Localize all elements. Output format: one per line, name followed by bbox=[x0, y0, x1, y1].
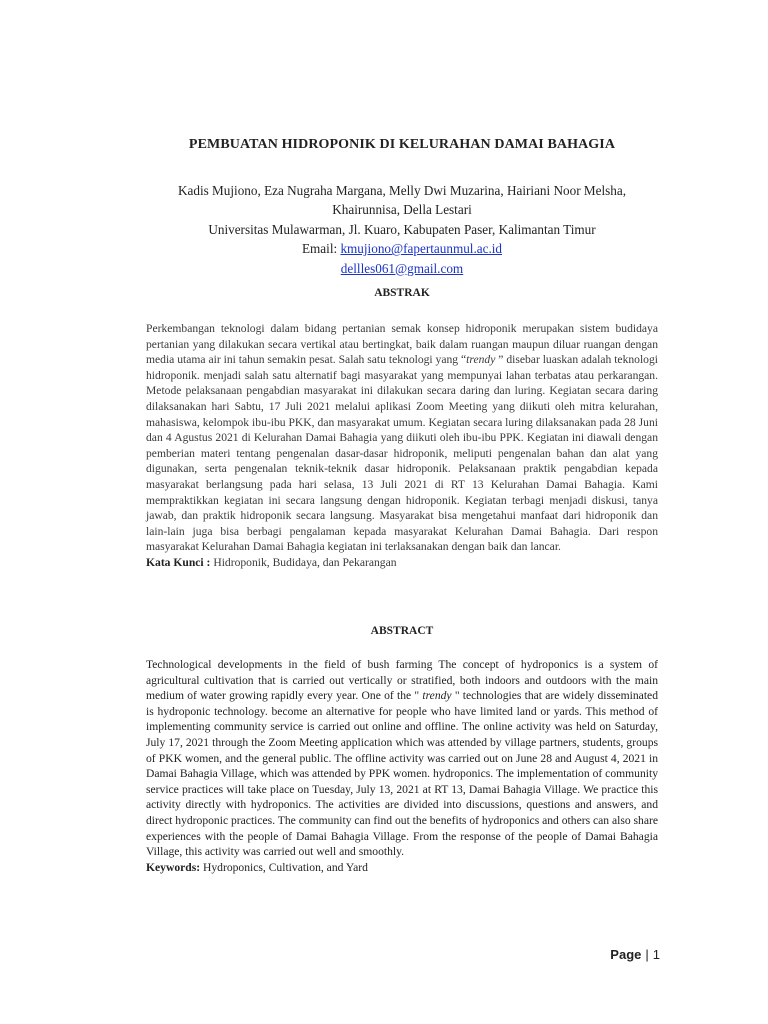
abstrak-paragraph bbox=[146, 321, 658, 555]
abstract-paragraph bbox=[146, 657, 658, 860]
abstract-text-part-2: " technologies that are widely disseminated is hydroponic technology. become an alternative for people who have limited land or yards. This method of implementing community service is carried out online and offline. The online activity was held on Saturday, July 17, 2021 through the Zoom Meeting application which was attended by village partners, students, groups of PKK women, and the general public. The offline activity was carried out on June 28 and August 4, 2021 in Damai Bahagia Village, which was attended by PPK women. hydroponics. The implementation of community service practices will take place on Tuesday, July 13, 2021 at RT 13, Damai Bahagia Village. We practice this activity directly with hydroponics. The activities are divided into discussions, questions and answers, and direct hydroponic practices. The community can find out the benefits of hydroponics and others can also share experiences with the people of Damai Bahagia Village. From the response of the people of Damai Bahagia Village, this activity was carried out well and smoothly. bbox=[146, 689, 659, 859]
abstract-body bbox=[146, 657, 658, 875]
email-link-1[interactable]: kmujiono@fapertaunmul.ac.id bbox=[340, 241, 503, 257]
abstract-italic-word: trendy bbox=[422, 689, 452, 703]
abstrak-text-part-1: Perkembangan teknologi dalam bidang pertanian semak konsep hidroponik merupakan sistem budidaya pertanian yang dilakukan secara vertikal atau bertingkat, baik dalam ruangan maupun diluar ruangan dengan media utama air ini tahun semakin pesat. Salah satu teknologi yang “ bbox=[146, 322, 658, 367]
abstract-text-part-1: Technological developments in the field of bush farming The concept of hydroponics is a system of agricultural cultivation that is carried out vertically or stratified, both indoors and outdoors with the main medium of water growing rapidly every year. One of the " bbox=[146, 658, 658, 703]
page-footer bbox=[610, 947, 660, 962]
affiliation: Universitas Mulawarman, Jl. Kuaro, Kabupaten Paser, Kalimantan Timur bbox=[208, 221, 596, 237]
paper-title: PEMBUATAN HIDROPONIK DI KELURAHAN DAMAI BAHAGIA bbox=[188, 137, 616, 152]
email-line-2 bbox=[130, 259, 674, 278]
abstrak-keywords bbox=[146, 555, 658, 571]
page-separator: | bbox=[645, 947, 649, 962]
abstract-keywords-text: Hydroponics, Cultivation, and Yard bbox=[200, 860, 368, 874]
abstrak-keywords-label: Kata Kunci : bbox=[146, 555, 211, 569]
page-label: Page bbox=[610, 947, 642, 962]
abstract-heading: ABSTRACT bbox=[370, 625, 434, 637]
author-block bbox=[130, 181, 674, 278]
author-names-line-2: Khairunnisa, Della Lestari bbox=[332, 202, 472, 218]
email-label: Email: bbox=[301, 241, 341, 257]
email-link-2[interactable]: dellles061@gmail.com bbox=[340, 260, 464, 276]
email-line bbox=[130, 239, 674, 258]
abstrak-keywords-text: Hidroponik, Budidaya, dan Pekarangan bbox=[210, 555, 397, 569]
page-number: 1 bbox=[652, 947, 660, 962]
abstrak-heading: ABSTRAK bbox=[374, 287, 430, 299]
abstrak-body bbox=[146, 321, 658, 571]
abstract-keywords bbox=[146, 860, 658, 876]
abstrak-text-part-2: ” disebar luaskan adalah teknologi hidroponik. menjadi salah satu alternatif bagi masyarakat yang mempunyai lahan terbatas atau perkarangan. Metode pelaksanaan pengabdian masyarakat ini dilakukan secara daring dan luring. Kegiatan secara daring dilaksanakan hari Sabtu, 17 Juli 2021 melalui aplikasi Zoom Meeting yang diikuti oleh mitra kelurahan, mahasiswa, kelompok ibu-ibu PKK, dan masyarakat umum. Kegiatan secara luring dilaksanakan pada 28 Juni dan 4 Agustus 2021 di Kelurahan Damai Bahagia yang diikuti oleh ibu-ibu PPK. Kegiatan ini diawali dengan pemberian materi tentang pengenalan dasar-dasar hidroponik, meliputi pengenalan bahan dan alat yang digunakan, serta pengenalan teknik-teknik dasar hidroponik. Pelaksanaan praktik pengabdian kepada masyarakat berlangsung pada hari selasa, 13 Juli 2021 di RT 13 Kelurahan Damai Bahagia. Kami mempraktikkan kegiatan ini secara langsung dengan hidroponik. Kegiatan terbagi menjadi diskusi, tanya jawab, dan praktik hidroponik secara langsung. Masyarakat bisa mengetahui manfaat dari hidroponik dan lain-lain juga bisa berbagi pengalaman kepada masyarakat Kelurahan Damai Bahagia. Dari respon masyarakat Kelurahan Damai Bahagia kegiatan ini terlaksanakan dengan baik dan lancar. bbox=[146, 353, 658, 554]
abstract-keywords-label: Keywords: bbox=[146, 860, 201, 874]
author-names-line-1: Kadis Mujiono, Eza Nugraha Margana, Melly Dwi Muzarina, Hairiani Noor Melsha, bbox=[177, 183, 626, 198]
abstrak-italic-word: trendy bbox=[466, 353, 496, 367]
